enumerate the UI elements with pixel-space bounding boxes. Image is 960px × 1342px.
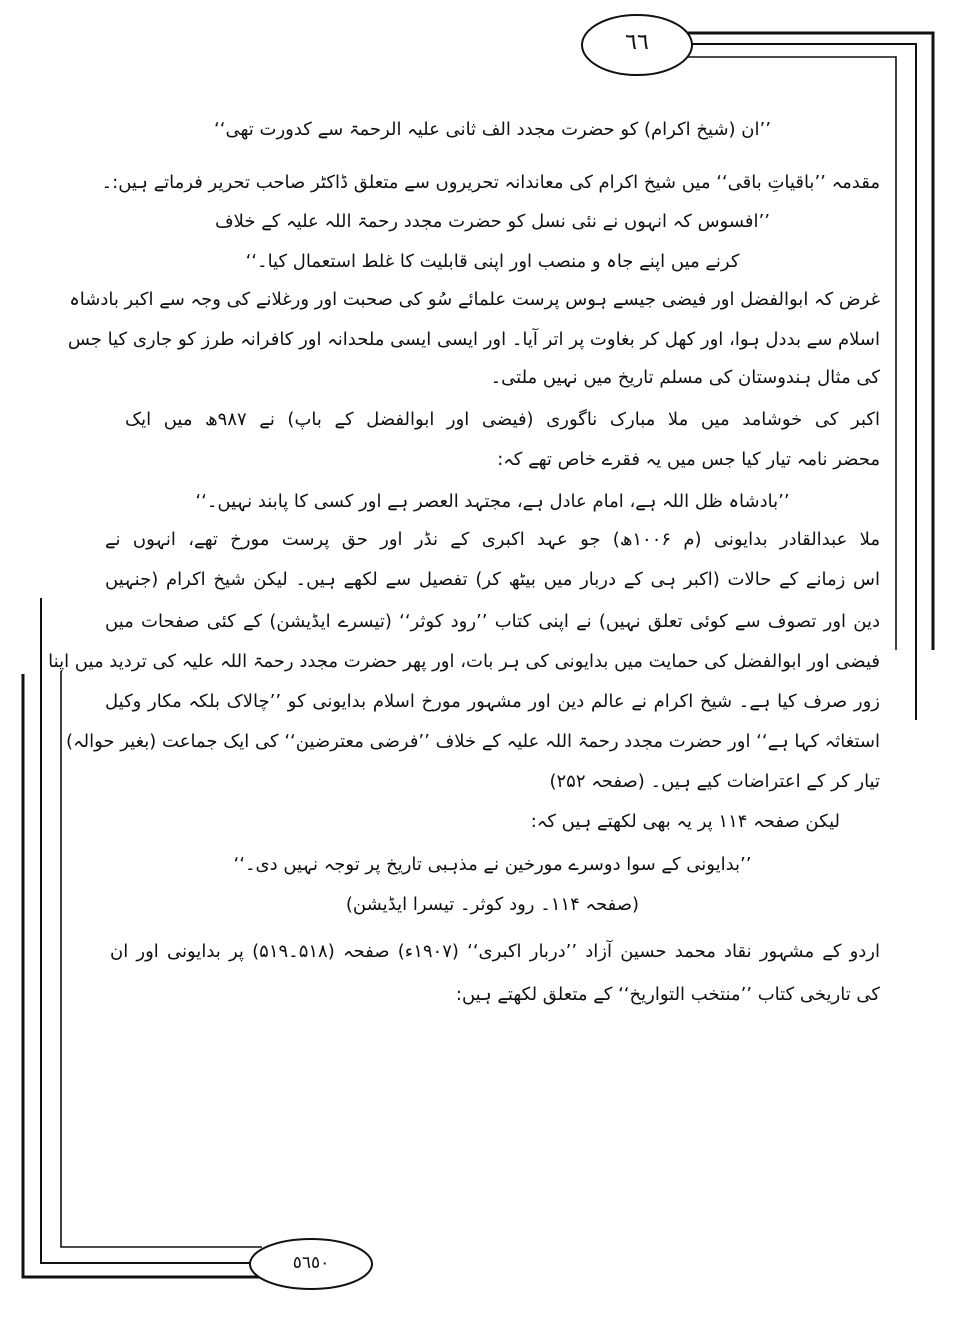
text-line: ملا عبدالقادر بدایونی (م ۱۰۰۶ھ) جو عہد اکبری کے نڈر اور حق پرست مورخ تھے، انہوں نے — [105, 529, 880, 550]
text-line: دین اور تصوف سے کوئی تعلق نہیں) نے اپنی کتاب ’’رود کوثر‘‘ (تیسرے ایڈیشن) کے کئی صفحات میں — [105, 611, 880, 632]
text-line: فیضی اور ابوالفضل کی حمایت میں بدایونی کی ہر بات، اور پھر حضرت مجدد رحمۃ اللہ علیہ کی تردید میں اپنا — [48, 651, 880, 672]
quote-line: ’’بدایونی کے سوا دوسرے مورخین نے مذہبی تاریخ پر توجہ نہیں دی۔‘‘ — [233, 854, 752, 875]
text-line: اکبر کی خوشامد میں ملا مبارک ناگوری (فیضی اور ابوالفضل کے باپ) نے ۹۸۷ھ میں ایک — [125, 409, 880, 430]
text-line: غرض کہ ابوالفضل اور فیضی جیسے ہوس پرست علمائے سُو کی صحبت اور ورغلانے کی وجہ سے اکبر بادشاہ — [69, 289, 880, 310]
quote-line: ’’افسوس کہ انہوں نے نئی نسل کو حضرت مجدد رحمۃ اللہ علیہ کے خلاف — [215, 211, 770, 232]
text-line: کی مثال ہندوستان کی مسلم تاریخ میں نہیں ملتی۔ — [490, 367, 880, 388]
text-line: زور صرف کیا ہے۔ شیخ اکرام نے عالم دین اور مشہور مورخ اسلام بدایونی کو ’’چالاک بلکہ مکار وکیل — [105, 691, 880, 712]
quote-line: ’’ان (شیخ اکرام) کو حضرت مجدد الف ثانی علیہ الرحمۃ سے کدورت تھی‘‘ — [214, 119, 771, 140]
top-page-number: ٦٦ — [625, 30, 649, 55]
citation-line: (صفحہ ۱۱۴۔ رود کوثر۔ تیسرا ایڈیشن) — [345, 894, 640, 915]
text-line: استغاثہ کہا ہے‘‘ اور حضرت مجدد رحمۃ اللہ علیہ کے خلاف ’’فرضی معترضین‘‘ کی ایک جماعت (بغیر حوالہ) — [66, 731, 880, 752]
text-line: اسلام سے بددل ہوا، اور کھل کر بغاوت پر اتر آیا۔ اور ایسی ایسی ملحدانہ اور کافرانہ طرز کو جاری کیا جس — [67, 329, 880, 350]
text-line: مقدمہ ’’باقیاتِ باقی‘‘ میں شیخ اکرام کی معاندانہ تحریروں سے متعلق ڈاکٹر صاحب تحریر فرماتے ہیں:۔ — [101, 172, 880, 193]
text-line: لیکن صفحہ ۱۱۴ پر یہ بھی لکھتے ہیں کہ: — [530, 811, 840, 832]
bottom-page-number: ٥٦٥٠ — [292, 1253, 330, 1273]
text-line: محضر نامہ تیار کیا جس میں یہ فقرے خاص تھے کہ: — [497, 449, 880, 470]
text-line: تیار کر کے اعتراضات کیے ہیں۔ (صفحہ ۲۵۲) — [549, 771, 880, 792]
quote-line: ’’بادشاہ ظل اللہ ہے، امام عادل ہے، مجتہد العصر ہے اور کسی کا پابند نہیں۔‘‘ — [195, 491, 790, 512]
quote-line: کرنے میں اپنے جاہ و منصب اور اپنی قابلیت کا غلط استعمال کیا۔‘‘ — [245, 251, 740, 272]
text-line: اس زمانے کے حالات (اکبر ہی کے دربار میں بیٹھ کر) تفصیل سے لکھے ہیں۔ لیکن شیخ اکرام (جنہیں — [105, 569, 880, 590]
text-line: کی تاریخی کتاب ’’منتخب التواریخ‘‘ کے متعلق لکھتے ہیں: — [455, 984, 880, 1005]
text-line: اردو کے مشہور نقاد محمد حسین آزاد ’’دربار اکبری‘‘ (۱۹۰۷ء) صفحہ (۵۱۸۔۵۱۹) پر بدایونی اور ان — [110, 941, 880, 962]
